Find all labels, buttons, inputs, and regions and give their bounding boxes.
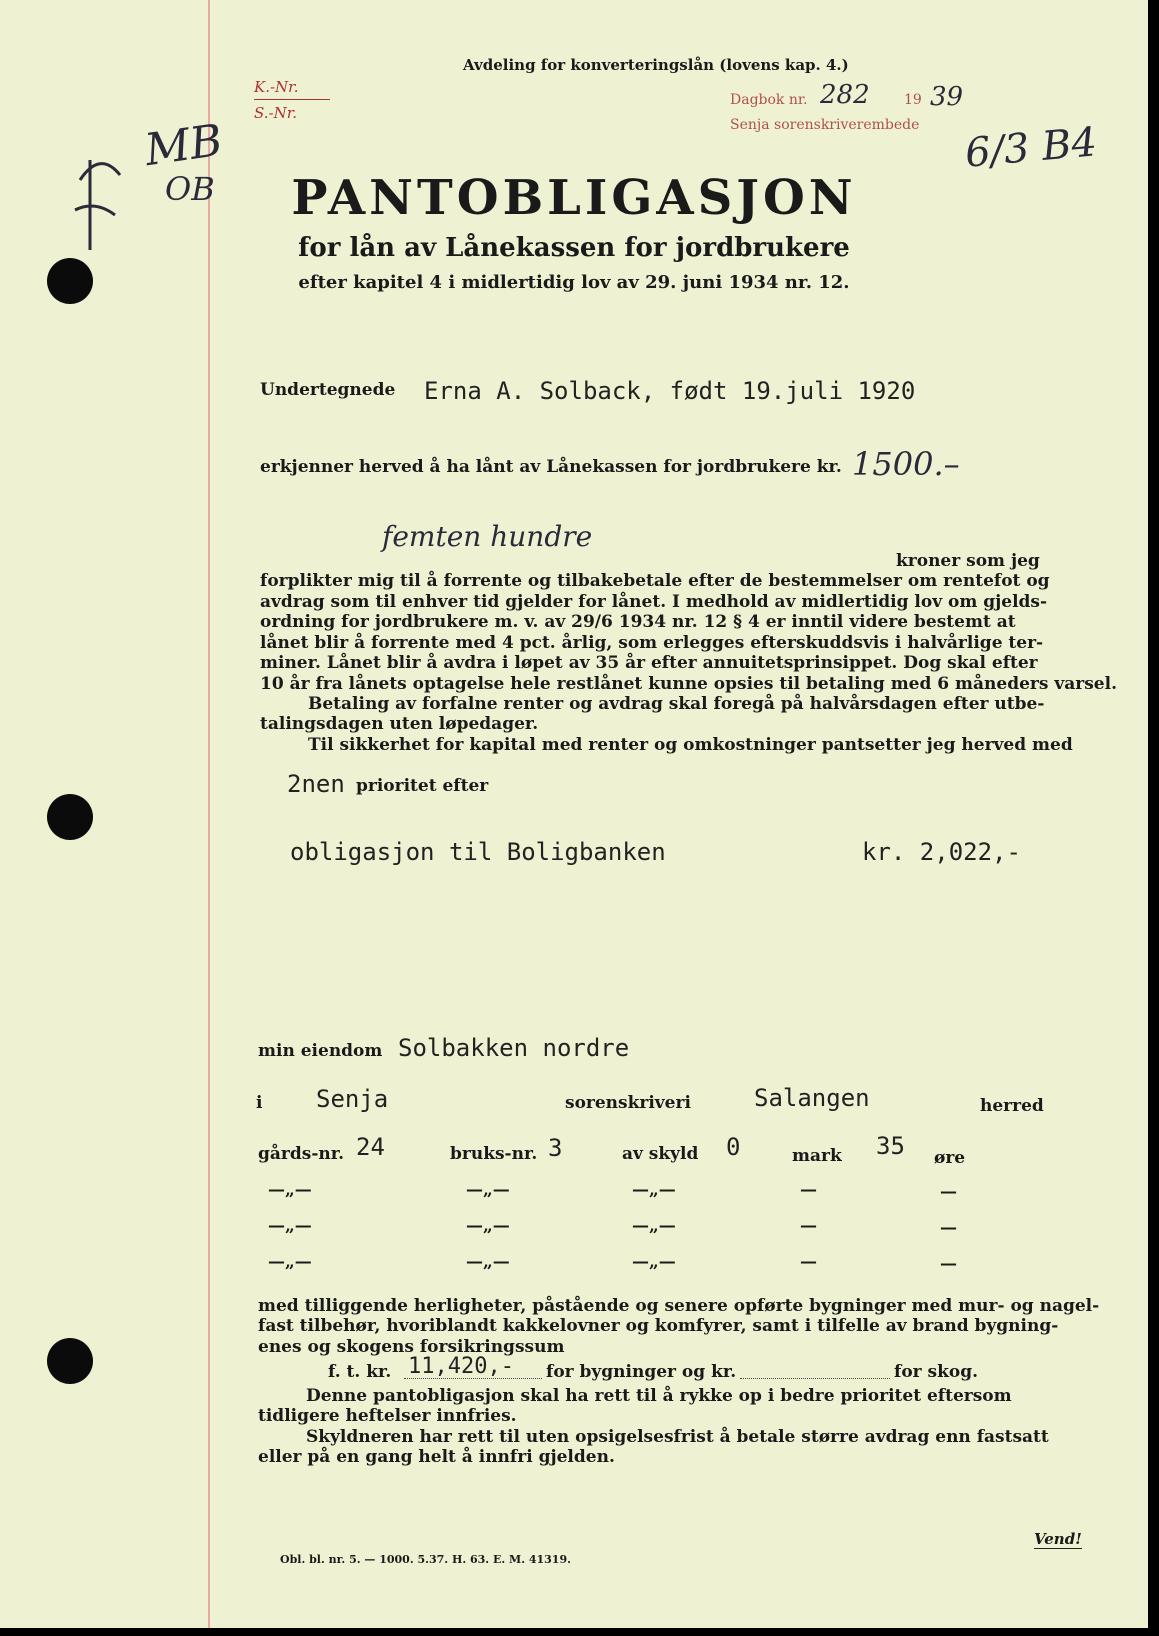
- dagbok-label: Dagbok nr.: [730, 92, 808, 108]
- ditto-mark: —„—: [268, 1180, 312, 1200]
- ditto-mark: —„—: [466, 1252, 510, 1272]
- amount-in-words: femten hundre: [382, 520, 593, 553]
- ditto-mark: —„—: [466, 1216, 510, 1236]
- date-note: 6/3 B4: [963, 119, 1099, 177]
- herred-label: herred: [980, 1096, 1044, 1116]
- final-line: tidligere heftelser innfries.: [258, 1406, 517, 1426]
- ditto-mark: —„—: [632, 1252, 676, 1272]
- terms-line: 10 år fra lånets optagelse hele restlånet kunne opsies til betaling med 6 måneders varsel.: [260, 674, 1117, 694]
- final-line: Denne pantobligasjon skal ha rett til å rykke op i bedre prioritet eftersom: [306, 1386, 1012, 1406]
- mark-value: 35: [876, 1132, 905, 1160]
- margin-mark: OB: [165, 170, 215, 208]
- insurance-buildings-value: 11,420,-: [408, 1354, 514, 1379]
- margin-initials: MB: [141, 114, 226, 177]
- gards-label: gårds-nr.: [258, 1144, 345, 1164]
- document-title: PANTOBLIGASJON: [291, 170, 857, 226]
- herred-value: Salangen: [754, 1084, 870, 1112]
- punch-hole: [47, 794, 93, 840]
- department-heading: Avdeling for konverteringslån (lovens kap. 4.): [463, 56, 849, 74]
- bruks-value: 3: [548, 1134, 563, 1162]
- terms-line: avdrag som til enhver tid gjelder for lånet. I medhold av midlertidig lov om gjelds-: [260, 592, 1048, 612]
- dash-mark: —: [940, 1254, 957, 1274]
- obligation-amount: kr. 2,022,-: [862, 838, 1021, 866]
- terms-line: miner. Lånet blir å avdra i løpet av 35 år efter annuitetsprinsippet. Dog skal efter: [260, 653, 1038, 673]
- skyld-value: 0: [726, 1133, 741, 1161]
- final-line: Skyldneren har rett til uten opsigelsesfrist å betale større avdrag enn fastsatt: [306, 1427, 1049, 1447]
- closing-line: fast tilbehør, hvoriblandt kakkelovner og komfyrer, samt i tilfelle av brand bygning-: [258, 1316, 1059, 1336]
- skyld-label: av skyld: [622, 1144, 699, 1164]
- obligation-name: obligasjon til Boligbanken: [290, 838, 666, 866]
- kroner-label: kroner som jeg: [896, 551, 1040, 571]
- terms-line: talingsdagen uten løpedager.: [260, 714, 539, 734]
- ditto-mark: —„—: [466, 1180, 510, 1200]
- k-nr-underline: [254, 99, 330, 100]
- dash-mark: —: [800, 1252, 817, 1272]
- office-stamp: Senja sorenskriverembede: [730, 117, 920, 133]
- eiendom-label: min eiendom: [258, 1041, 383, 1061]
- terms-line: ordning for jordbrukere m. v. av 29/6 1934 nr. 12 § 4 er inntil videre bestemt at: [260, 612, 1016, 632]
- insurance-prefix: f. t. kr.: [328, 1362, 392, 1382]
- document-subtitle: for lån av Lånekassen for jordbrukere: [298, 233, 850, 263]
- sorenskriveri-value: Senja: [316, 1085, 389, 1113]
- law-reference: efter kapitel 4 i midlertidig lov av 29. juni 1934 nr. 12.: [298, 272, 850, 293]
- ditto-mark: —„—: [268, 1252, 312, 1272]
- year-prefix: 19: [904, 92, 922, 108]
- eiendom-name: Solbakken nordre: [398, 1034, 630, 1062]
- gards-value: 24: [356, 1133, 385, 1161]
- bruks-label: bruks-nr.: [450, 1144, 538, 1164]
- terms-line: Betaling av forfalne renter og avdrag skal foregå på halvårsdagen efter utbe-: [308, 694, 1045, 714]
- terms-line: forplikter mig til å forrente og tilbakebetale efter de bestemmelser om rentefot og: [260, 571, 1050, 591]
- priority-value: 2nen: [287, 770, 345, 798]
- ore-label: øre: [934, 1148, 966, 1168]
- loan-amount: 1500.–: [852, 445, 960, 483]
- terms-line: Til sikkerhet for kapital med renter og omkostninger pantsetter jeg herved med: [308, 735, 1073, 755]
- sorenskriveri-label: sorenskriveri: [565, 1093, 691, 1113]
- dash-mark: —: [800, 1180, 817, 1200]
- punch-hole: [47, 1338, 93, 1384]
- ditto-mark: —„—: [268, 1216, 312, 1236]
- closing-line: enes og skogens forsikringssum: [258, 1337, 565, 1357]
- closing-line: med tilliggende herligheter, påstående og senere opførte bygninger med mur- og nagel-: [258, 1296, 1100, 1316]
- mark-label: mark: [792, 1146, 842, 1166]
- year-suffix: 39: [930, 82, 964, 112]
- final-line: eller på en gang helt å innfri gjelden.: [258, 1447, 615, 1467]
- borrower-name: Erna A. Solback, født 19.juli 1920: [424, 377, 916, 405]
- ditto-mark: —„—: [632, 1180, 676, 1200]
- k-nr-label: K.-Nr.: [254, 78, 299, 96]
- insurance-forest-line: [740, 1378, 890, 1379]
- borrower-label: Undertegnede: [260, 380, 396, 400]
- form-reference: Obl. bl. nr. 5. — 1000. 5.37. H. 63. E. M. 41319.: [280, 1553, 571, 1566]
- terms-line: lånet blir å forrente med 4 pct. årlig, som erlegges efterskuddsvis i halvårlige ter-: [260, 633, 1044, 653]
- vend-label: Vend!: [1034, 1530, 1082, 1548]
- priority-label: prioritet efter: [356, 776, 489, 796]
- s-nr-label: S.-Nr.: [254, 104, 297, 122]
- acknowledge-text: erkjenner herved å ha lånt av Lånekassen for jordbrukere kr.: [260, 457, 842, 477]
- dagbok-number: 282: [820, 80, 870, 110]
- dash-mark: —: [940, 1218, 957, 1238]
- dash-mark: —: [800, 1216, 817, 1236]
- dash-mark: —: [940, 1182, 957, 1202]
- insurance-buildings-label: for bygninger og kr.: [546, 1362, 737, 1382]
- ditto-mark: —„—: [632, 1216, 676, 1236]
- i-label: i: [256, 1093, 263, 1113]
- insurance-value-line: [404, 1378, 542, 1379]
- insurance-forest-label: for skog.: [894, 1362, 979, 1382]
